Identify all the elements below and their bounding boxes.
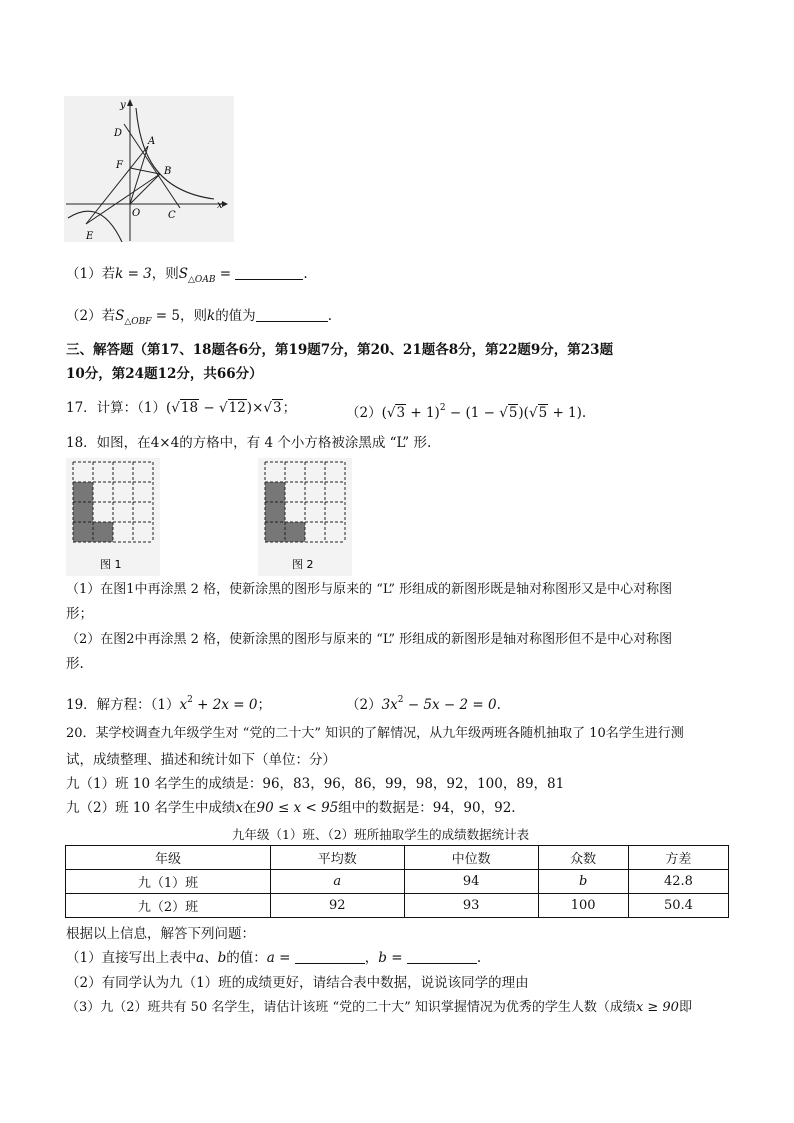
q19-part2: $(2)3x^2 - 5x - 2 = 0$. bbox=[346, 695, 501, 713]
q18-part1-cont: 形； bbox=[66, 606, 93, 622]
label-a: A bbox=[148, 136, 156, 147]
table-header: 众数 bbox=[538, 846, 628, 870]
table-header-row bbox=[66, 846, 729, 870]
label-f: F bbox=[116, 160, 123, 171]
grid-figure-1 bbox=[66, 458, 160, 576]
q18-part2-cont: 形. bbox=[66, 656, 84, 672]
table-cell: b bbox=[538, 870, 628, 894]
q20-part3: （3）九（2）班共有 50 名学生，请估计该班 “党的二十大” 知识掌握情况为优秀的学生人数（成绩x ≥ 90即 bbox=[66, 1000, 692, 1015]
grid-figure-2 bbox=[258, 458, 352, 576]
q16-figure bbox=[64, 96, 234, 242]
answer-blank[interactable] bbox=[407, 948, 477, 964]
section-title: 三、解答题（第17、18题各6分，第19题7分，第20、21题各8分，第22题9分，第23题 bbox=[66, 342, 614, 358]
q18-part2: （2）在图2中再涂黑 2 格，使新涂黑的图形与原来的 “L” 形组成的新图形是轴对称图形但不是中心对称图 bbox=[66, 632, 673, 647]
table-cell: 42.8 bbox=[628, 870, 728, 894]
table-cell: 九（1）班 bbox=[66, 870, 271, 894]
q18-stem: 18．如图，在4×4的方格中，有 4 个小方格被涂黑成 “L” 形. bbox=[66, 435, 432, 451]
label-c: C bbox=[168, 210, 176, 221]
q18-part1: （1）在图1中再涂黑 2 格，使新涂黑的图形与原来的 “L” 形组成的新图形既是轴对称图形又是中心对称图 bbox=[66, 582, 673, 597]
answer-blank[interactable] bbox=[295, 948, 365, 964]
label-b: B bbox=[164, 166, 172, 177]
label-o: O bbox=[132, 208, 141, 219]
table-cell: 94 bbox=[404, 870, 538, 894]
q16-part1: （1）若k = 3，则$S_{\triangle OAB}$ = . bbox=[66, 266, 308, 285]
label-x: x bbox=[217, 200, 223, 211]
q20-class2-data: 九（2）班 10 名学生中成绩x在90 ≤ x < 95组中的数据是：94，90，92. bbox=[66, 800, 516, 816]
q20-class1-scores: 九（1）班 10 名学生的成绩是：96，83，96，86，99，98，92，100，89，81 bbox=[66, 776, 565, 792]
table-header: 年级 bbox=[66, 846, 271, 870]
figure-1-caption: 图 1 bbox=[100, 558, 122, 571]
section-title-cont: 10分，第24题12分，共66分） bbox=[66, 366, 263, 382]
table-row bbox=[66, 870, 729, 894]
q20-part1: （1）直接写出上表中a、b的值：a = ，b = . bbox=[66, 950, 482, 966]
q17-part2: $(2)(√3 + 1)^2 - (1 - √5)(√5 + 1)$. bbox=[346, 403, 587, 421]
label-d: D bbox=[114, 128, 123, 139]
table-cell: 100 bbox=[538, 894, 628, 918]
answer-blank[interactable] bbox=[256, 306, 328, 322]
q19: 19．解方程：$(1)x^2 + 2x = 0$； bbox=[66, 695, 271, 713]
table-cell: 92 bbox=[270, 894, 404, 918]
table-cell: 93 bbox=[404, 894, 538, 918]
q20-stem: 20．某学校调查九年级学生对 “党的二十大” 知识的了解情况，从九年级两班各随机抽取了 10名学生进行测 bbox=[66, 726, 684, 741]
figure-2-caption: 图 2 bbox=[292, 558, 314, 571]
answer-blank[interactable] bbox=[235, 264, 303, 280]
q16-part2: （2）若$S_{\triangle OBF} = 5$，则k的值为 . bbox=[66, 308, 332, 327]
table-cell: 九（2）班 bbox=[66, 894, 271, 918]
stats-table bbox=[65, 845, 729, 918]
q20-stem-cont: 试，成绩整理、描述和统计如下（单位：分） bbox=[66, 752, 336, 768]
q20-instruction: 根据以上信息，解答下列问题： bbox=[66, 926, 255, 942]
q17: 17．计算：（1）(√18 − √12)×√3； bbox=[66, 400, 297, 416]
q20-part2: （2）有同学认为九（1）班的成绩更好，请结合表中数据，说说该同学的理由 bbox=[66, 975, 529, 991]
label-e: E bbox=[86, 231, 94, 242]
table-header: 平均数 bbox=[270, 846, 404, 870]
table-row bbox=[66, 894, 729, 918]
table-title: 九年级（1）班、（2）班所抽取学生的成绩数据统计表 bbox=[232, 827, 530, 842]
table-cell: a bbox=[270, 870, 404, 894]
table-header: 中位数 bbox=[404, 846, 538, 870]
label-y: y bbox=[120, 100, 126, 111]
table-cell: 50.4 bbox=[628, 894, 728, 918]
table-header: 方差 bbox=[628, 846, 728, 870]
